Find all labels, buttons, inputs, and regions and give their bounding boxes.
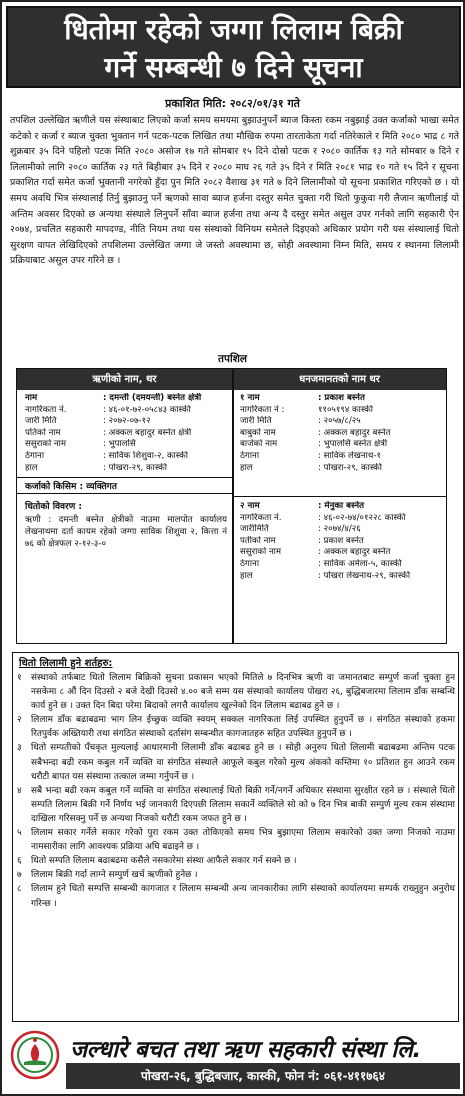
guarantor2-row-label: हाल xyxy=(240,570,253,581)
organization-name: जल्धारे बचत तथा ऋण सहकारी संस्था लि. xyxy=(70,1037,421,1063)
guarantor-header: धनजमानतको नाम थर xyxy=(233,369,446,390)
borrower-row-label: हाल xyxy=(25,462,38,473)
guarantor2-row xyxy=(240,536,442,548)
condition-item xyxy=(17,882,455,910)
intro-paragraph: तपशिल उल्लेखित ऋणीले यस संस्थाबाट लिएको कर्जा समय समयमा बुझाउनुपर्ने ब्याज किस्ता रकम नबुझाई उक्त कर्जाको भाखा समेत कटेको र कर्जा र ब्याज चुक्ता भुक्तान गर्न पटक-पटक लिखित तथा मौखिक रुपमा तारताकेता गर्दा नतिरेकाले र मिति २०८० भाद्र ८ गते शुक्रबार ३५ दिने पहिलो पटक मिति २०८० असोज १७ गते सोमबार १५ दिने दोस्रो पटक र २०८० कार्तिक १३ गते सोमबार ७ दिने र लिलामीको लागि २०८० कार्तिक २३ गते बिहीबार ३५ दिने र २०८० माघ २६ गते ३५ दिने र मिति २०८१ भाद्र १० गते १५ दिने र सूचना प्रकाशित गर्दा समेत कर्जा भुक्तानी नगरेको हुँदा पुन मिति २०८२ वैशाख ३१ गते ७ दिने लिलामीको यो सूचना प्रकाशित गरिएको छ । यो समय अवधि भित्र संस्थालाई तिर्नु बुझाउनु पर्ने ऋणको सावा ब्याज हर्जना दस्तुर समेत चुक्ता गरी धितो फुकुवा गरी लैजान ऋणीलाई यो अन्तिम अवसर दिएको छ अन्यथा संस्थाले लिनुपर्ने साँवा ब्याज हर्जना तथा अन्य दै दस्तुर समेत असुल उपर गर्नको लागि सहकारी ऐन २०७४, प्रचलित सहकारी मापदण्ड, नीति नियम तथा यस संस्थाको विनियम समेतले दिइएको अधिकार प्रयोग गरी यस संस्थालाई धितो सुरक्षण वापत लेखिदिएको तपशिलमा उल्लेखित जग्गा जे जस्तो अवस्थामा छ, सोही अवस्थामा निम्न मिति, समय र स्थानमा लिलामी प्रक्रियाबाट असुल उपर गरिने छ । xyxy=(10,115,459,267)
organization-address: पोखरा-२६, बुद्धिबजार, कास्की, फोन नं: ०६१-४११७६४ xyxy=(66,1063,460,1089)
condition-item xyxy=(17,671,455,713)
guarantor2-row xyxy=(240,524,442,536)
borrower-row-value: : पोखरा-२९, कास्की xyxy=(103,462,168,473)
guarantor2-row xyxy=(240,571,442,583)
divider-line xyxy=(17,493,232,494)
guarantor-2-details xyxy=(240,501,442,593)
divider-line xyxy=(17,477,232,478)
borrower-row xyxy=(25,451,229,463)
conditions-list xyxy=(17,671,455,911)
guarantor2-row-label: ससुराको नाम xyxy=(240,547,282,558)
borrower-row xyxy=(25,393,229,405)
condition-text: लिलाम बिक्री गर्दा लाग्ने सम्पुर्ण खर्च ऋणीको हुनेछ । xyxy=(31,870,198,881)
details-title: तपशिल xyxy=(218,353,247,365)
condition-number: ७ xyxy=(17,870,22,881)
guarantor1-row-value: : २०५७/८/२५ xyxy=(318,416,361,427)
condition-number: ४ xyxy=(17,785,22,796)
guarantor2-row-label: जारीमिति xyxy=(240,524,269,535)
guarantor2-row xyxy=(240,501,442,513)
guarantor1-row-label: १ नाम xyxy=(240,393,260,403)
borrower-row-label: ससुराको नाम xyxy=(25,439,67,450)
footer xyxy=(4,1026,461,1092)
guarantor1-row xyxy=(240,405,442,417)
borrower-row-value: : दमन्ती (दमयन्ती) बस्नेत क्षेत्री xyxy=(103,393,202,403)
published-date: प्रकाशित मिति: २०८२/०१/३१ गते xyxy=(165,97,300,110)
condition-text: धितो सम्पतीको पँचकृत मुल्यलाई आधारमानी लिलामी डाँक बढाबढ हुने छ । सोही अनुरुप धितो लिलामी बढाबढमा अन्तिम पटक सबैभन्दा बढी रकम कबुल गर्ने व्यक्ति वा संगठित संस्थाले आफूले कबुल गरेको मुल्य अंकको कम्तिमा १० प्रतिशत हुन आउने रकम धरौटी बापत यस संस्थामा तत्काल जम्मा गर्नुपर्ने छ । xyxy=(31,743,455,782)
borrower-row-value: : भुपालसिं xyxy=(103,439,136,450)
column-divider xyxy=(232,369,234,643)
guarantor1-row-value: : प्रकाश बस्नेत xyxy=(318,393,365,403)
condition-text: सबै भन्दा बढी रकम कबुल गर्ने व्यक्ति वा संगठित संस्थालाई धितो बिक्री गर्ने/नगर्ने अधिकार संस्थामा सुरक्षीत रहने छ । संस्थाले धितो सम्पति लिलाम बिक्री गर्ने निर्णय भई जानकारी दिएपछी लिलाम सकार्ने व्यक्तिले सो को ७ दिन भित्र बाकी सम्पुर्ण मुल्य रकम संस्थामा दाखिला गरिसक्नु पर्ने छ अन्यथा निजको धरौटी रकम जफत हुने छ । xyxy=(31,785,455,824)
borrower-row-value: : २०७२-०७-१२ xyxy=(103,416,151,427)
guarantor2-row xyxy=(240,559,442,571)
guarantor1-row-label: हाल xyxy=(240,462,253,473)
borrower-row xyxy=(25,439,229,451)
loan-type: कर्जाको किसिम : व्यक्तिगत xyxy=(25,482,117,492)
guarantor2-row-label: नागरिकता नं. xyxy=(240,512,282,523)
guarantor2-row-label: २ नाम xyxy=(240,501,260,511)
borrower-row xyxy=(25,463,229,475)
condition-item xyxy=(17,868,455,882)
borrower-row-value: : अक्कल बहादुर बस्नेत क्षेत्री xyxy=(103,427,192,438)
conditions-title: धितो लिलामी हुने शर्तहरु: xyxy=(19,658,113,669)
guarantor1-row-label: जारी मिति xyxy=(240,416,272,427)
guarantor1-row xyxy=(240,393,442,405)
condition-number: ३ xyxy=(17,743,22,754)
borrower-row-label: नागरिकता नं. xyxy=(25,404,67,415)
guarantor1-row-value: : साविक लेखनाथ-१ xyxy=(318,450,381,461)
borrower-details xyxy=(25,393,229,475)
conditions-section xyxy=(12,652,459,1022)
guarantor1-row-label: बाबुको नाम xyxy=(240,427,276,438)
guarantor2-row-value: : पोखरा लेखनाथ-२९, कास्की xyxy=(318,570,411,581)
guarantor1-row-label: नागरिकता नं : xyxy=(240,404,285,415)
guarantor2-row xyxy=(240,547,442,559)
guarantor1-row-label: बाजेको नाम xyxy=(240,439,278,450)
collateral-title: धितोको विवरण : xyxy=(25,502,82,512)
header-line-2: गर्ने सम्बन्धी ७ दिने सूचना xyxy=(104,51,363,84)
borrower-header: ऋणीको नाम, थर xyxy=(17,369,232,390)
guarantor2-row-label: ठेगाना xyxy=(240,558,260,569)
borrower-row-label: ठेगाना xyxy=(25,450,45,461)
guarantor1-row xyxy=(240,416,442,428)
guarantor2-row-label: पतीको नाम xyxy=(240,535,276,546)
condition-item xyxy=(17,854,455,868)
borrower-row-label: नाम xyxy=(25,393,38,403)
condition-text: लिलाम हुने धितो सम्पत्ति सम्बन्धी कागजात र लिलाम सम्बन्धी अन्य जानकारीका लागि संस्थाको कार्यालयमा सम्पर्क राख्नुहुन अनुरोध गरिन्छ । xyxy=(31,884,455,909)
condition-item xyxy=(17,826,455,854)
guarantor2-row-value: : २०७४/४/२६ xyxy=(318,524,361,535)
divider-line xyxy=(233,496,446,497)
condition-text: लिलाम सकार गर्नेले सकार गरेको पुरा रकम उक्त तोकिएको समय भित्र बुझाएमा लिलाम सकारेको उक्त जग्गा निजको नाउमा नामसारीका लागि आवश्यक प्रक्रिया अघि बढाइने छ । xyxy=(31,828,455,853)
guarantor1-row-value: ११०५१९४ कास्की xyxy=(318,404,374,415)
notice-header xyxy=(6,6,461,88)
cooperative-logo-icon xyxy=(10,1030,60,1080)
borrower-row xyxy=(25,416,229,428)
guarantor-1-details xyxy=(240,393,442,477)
guarantor2-row-value: : ४६-०२-७४/०१२२८ कास्की xyxy=(318,512,406,523)
guarantor1-row xyxy=(240,463,442,475)
borrower-row xyxy=(25,405,229,417)
guarantor1-row-value: : भुपालसिं बस्नेत क्षेत्री xyxy=(318,439,388,450)
guarantor2-row-value: : मेनुका बस्नेत xyxy=(318,501,365,511)
guarantor1-row xyxy=(240,451,442,463)
guarantor2-row-value: : साविक अर्मला-५, कास्की xyxy=(318,558,402,569)
condition-text: लिलाम डाँक बढाबढमा भाग लिन ईच्छुक व्यक्ति स्वयम् सक्कल नागरिकता लिई उपस्थित हुनुपर्ने छ । संगठित संस्थाको हकमा रितपुर्वक अख्तियारी तथा संगठित संस्थाको दर्तासंग सम्बन्धीत कागजातहरु सहित उपस्थित हुनुपर्ने छ । xyxy=(31,715,455,740)
guarantor1-row-value: : पोखरा-२९, कास्की xyxy=(318,462,383,473)
condition-item xyxy=(17,741,455,783)
guarantor2-row-value: : अक्कल बहादुर बस्नेत xyxy=(318,547,391,558)
guarantor1-row-label: ठेगाना xyxy=(240,450,260,461)
header-line-1: धितोमा रहेको जग्गा लिलाम बिक्री xyxy=(64,13,403,46)
borrower-row xyxy=(25,428,229,440)
borrower-row-label: जारी मिति xyxy=(25,416,57,427)
borrower-row-value: : साविक शिशुवा-२, कास्की xyxy=(103,450,188,461)
details-table xyxy=(16,368,447,644)
borrower-row-label: पतिको नाम xyxy=(25,427,61,438)
guarantor1-row-value: : अक्कल बहादुर बस्नेत xyxy=(318,427,391,438)
condition-number: १ xyxy=(17,673,22,683)
collateral-text: ऋणी : दमन्ती बस्नेत क्षेत्रीको नाउमा मालपोत कार्यालय लेखनाथमा दर्ता कायम रहेको जग्गा साविक शिशुवा २, कित्ता नं ७६ को क्षेत्रफल २-१२-३-० xyxy=(25,515,227,549)
condition-text: संस्थाको तर्फबाट धितो लिलाम बिक्रिको सुचना प्रकासन भएको मितिले ७ दिनभित्र ऋणी वा जमानतबाट सम्पुर्ण कर्जा चुक्ता हुन नसकेमा ८ औं दिन दिउसो २ बजे देखी दिउसो ४.०० बजे सम्म यस संस्थाको कार्यालय पोखरा २६, बुद्धिबजारमा लिलाम डाँक सम्बन्धि कार्य हुने छ । उक्त दिन बिदा परेमा बिदाको लगत्तै कार्यालय खुल्नेको दिन लिलाम बढाबढ हुने छ । xyxy=(31,673,455,712)
condition-item xyxy=(17,784,455,826)
condition-text: धितो सम्पति लिलाम बढाबढमा कसैले नसकारेमा संस्था आफैले सकार गर्न सक्ने छ । xyxy=(31,856,297,867)
guarantor1-row xyxy=(240,428,442,440)
guarantor2-row xyxy=(240,513,442,525)
guarantor1-row xyxy=(240,439,442,451)
guarantor2-row-value: : प्रकाश बस्नेत xyxy=(318,535,364,546)
condition-item xyxy=(17,713,455,741)
condition-number: ६ xyxy=(17,856,22,867)
condition-number: ५ xyxy=(17,828,22,839)
borrower-row-value: : ४६-०१-७२-०५८४३ कास्की xyxy=(103,404,191,415)
condition-number: २ xyxy=(17,715,22,726)
condition-number: ८ xyxy=(17,884,22,895)
